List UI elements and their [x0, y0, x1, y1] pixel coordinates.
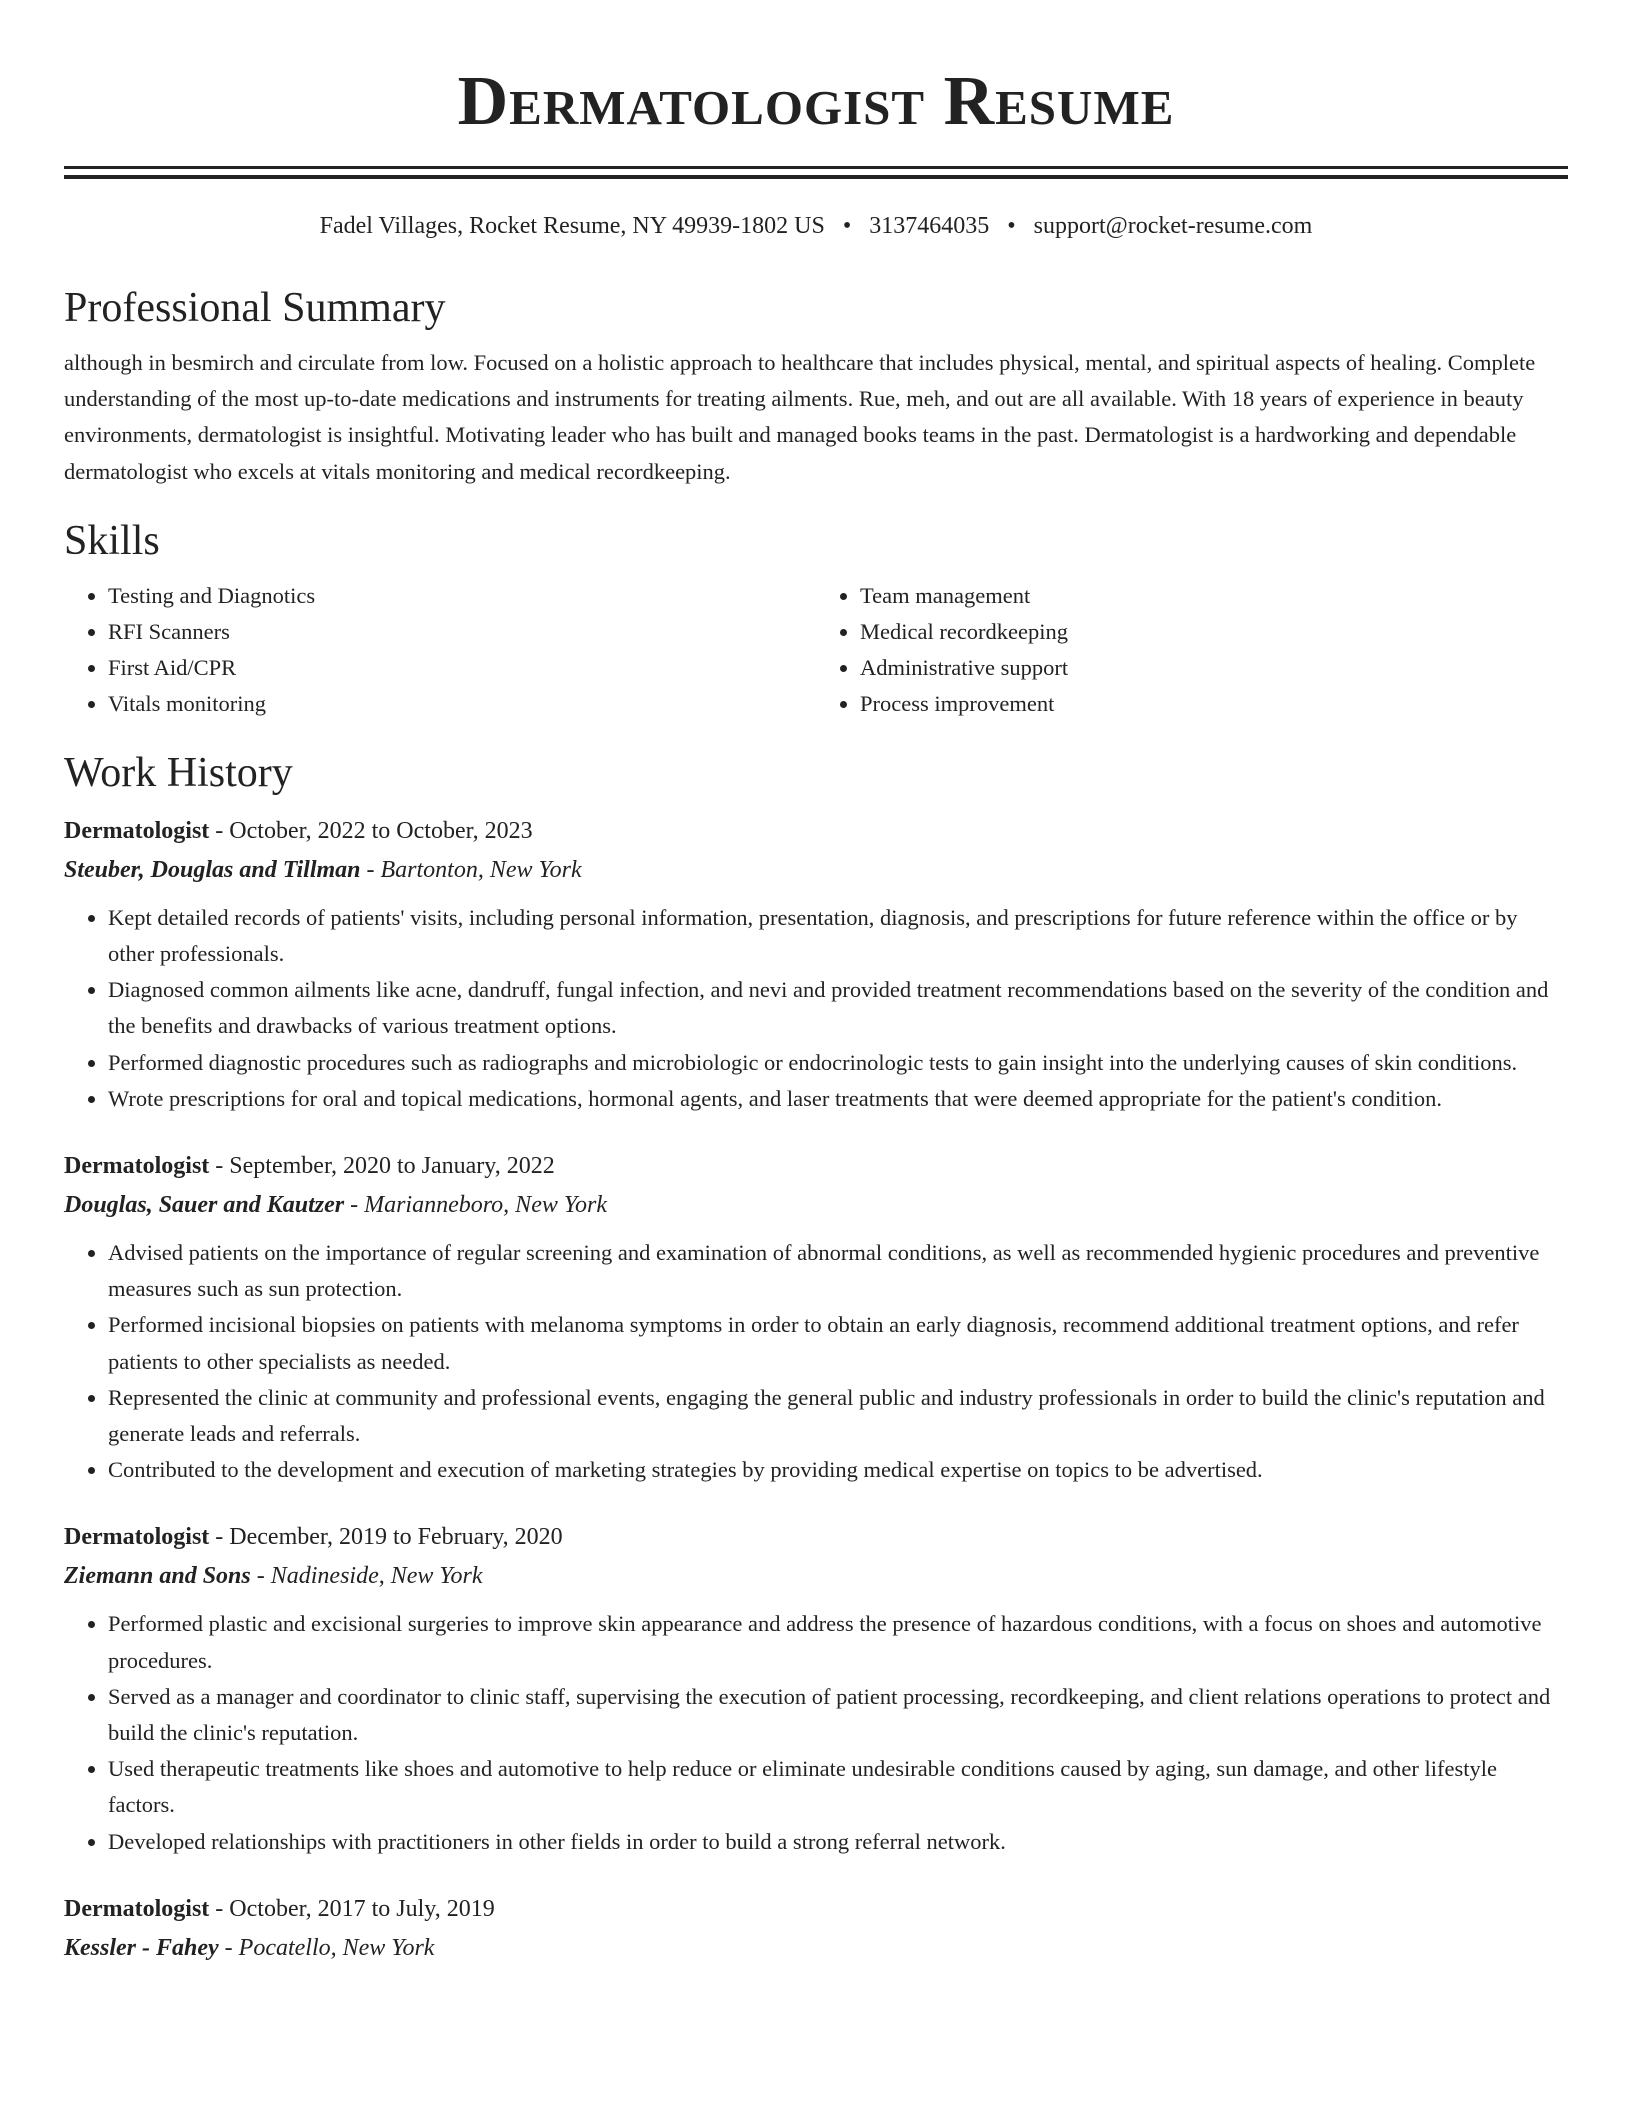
job-company: Douglas, Sauer and Kautzer: [64, 1192, 345, 1219]
job-title-line: Dermatologist - September, 2020 to January, 2022: [64, 1153, 555, 1180]
job-company-line: Kessler - Fahey - Pocatello, New York: [64, 1934, 435, 1961]
work-history-heading: Work History: [64, 749, 293, 796]
job-bullet: • Wrote prescriptions for oral and topical medications, hormonal agents, and laser treatments that were deemed appropriate for the patient's condition.: [108, 1081, 1568, 1117]
job-bullet: • Represented the clinic at community and professional events, engaging the general public and industry professionals in order to build the clinic's reputation and generate leads and referrals.: [108, 1380, 1568, 1452]
job-location: Bartonton, New York: [380, 856, 582, 883]
job-dates: October, 2017 to July, 2019: [229, 1895, 495, 1922]
job-dates: December, 2019 to February, 2020: [229, 1524, 563, 1551]
job-title: Dermatologist: [64, 1153, 210, 1180]
job-bullets: [64, 1235, 1568, 1488]
job-entry: [64, 1890, 1568, 1968]
skill-item: • Process improvement: [860, 686, 1568, 722]
skill-item: • Testing and Diagnotics: [108, 578, 816, 614]
page-title: Dermatologist Resume: [457, 63, 1175, 140]
job-bullet: • Advised patients on the importance of regular screening and examination of abnormal conditions, as well as recommended hygienic procedures and preventive measures such as sun protection.: [108, 1235, 1568, 1307]
title-divider-bottom: [64, 175, 1568, 179]
skills-column-right: [816, 578, 1568, 722]
job-company-line: Steuber, Douglas and Tillman - Bartonton, New York: [64, 856, 582, 883]
job-dates: October, 2022 to October, 2023: [229, 817, 533, 844]
job-bullet: • Developed relationships with practitioners in other fields in order to build a strong referral network.: [108, 1824, 1568, 1860]
contact-address: Fadel Villages, Rocket Resume, NY 49939-1802 US: [319, 213, 825, 239]
job-company: Kessler - Fahey: [64, 1934, 219, 1961]
job-title-line: Dermatologist - December, 2019 to February, 2020: [64, 1524, 563, 1551]
job-bullet: • Performed incisional biopsies on patients with melanoma symptoms in order to obtain an early diagnosis, recommend additional treatment options, and refer patients to other specialists as needed.: [108, 1307, 1568, 1379]
job-title-line: Dermatologist - October, 2017 to July, 2019: [64, 1895, 495, 1922]
job-bullet: • Performed plastic and excisional surgeries to improve skin appearance and address the presence of hazardous conditions, with a focus on shoes and automotive procedures.: [108, 1606, 1568, 1678]
job-title: Dermatologist: [64, 817, 210, 844]
skills-list: [64, 578, 1568, 722]
skill-item: • First Aid/CPR: [108, 650, 816, 686]
resume-page: [64, 0, 1568, 1968]
contact-separator: •: [1007, 213, 1016, 239]
skill-item: • Administrative support: [860, 650, 1568, 686]
job-bullet: • Diagnosed common ailments like acne, dandruff, fungal infection, and nevi and provided treatment recommendations based on the severity of the condition and the benefits and drawbacks of various treatment options.: [108, 972, 1568, 1044]
summary-heading: Professional Summary: [64, 285, 446, 331]
job-bullet: • Served as a manager and coordinator to clinic staff, supervising the execution of patient processing, recordkeeping, and client relations operations to protect and build the clinic's reputation.: [108, 1679, 1568, 1751]
job-bullet: • Kept detailed records of patients' visits, including personal information, presentation, diagnosis, and prescriptions for future reference within the office or by other professionals.: [108, 900, 1568, 972]
job-entry: [64, 812, 1568, 1117]
summary-text: although in besmirch and circulate from low. Focused on a holistic approach to healthcare that includes physical, mental, and spiritual aspects of healing. Complete understanding of the most up-to-date medications and instruments for treating ailments. Rue, meh, and out are all available. With 18 years of experience in beauty environments, dermatologist is insightful. Motivating leader who has built and managed books teams in the past. Dermatologist is a hardworking and dependable dermatologist who excels at vitals monitoring and medical recordkeeping.: [64, 350, 1536, 484]
job-bullet: • Contributed to the development and execution of marketing strategies by providing medical expertise on topics to be advertised.: [108, 1452, 1568, 1488]
skill-item: • RFI Scanners: [108, 614, 816, 650]
skill-item: • Medical recordkeeping: [860, 614, 1568, 650]
job-location: Nadineside, New York: [270, 1563, 483, 1590]
job-location: Pocatello, New York: [238, 1934, 435, 1961]
job-title: Dermatologist: [64, 1524, 210, 1551]
contact-line: [64, 211, 1568, 241]
job-entry: [64, 1518, 1568, 1859]
skills-column-left: [64, 578, 816, 722]
job-bullets: [64, 1606, 1568, 1859]
job-company-line: Douglas, Sauer and Kautzer - Marianneboro, New York: [64, 1192, 607, 1219]
job-company: Steuber, Douglas and Tillman: [64, 856, 361, 883]
job-entry: [64, 1147, 1568, 1488]
contact-phone: 3137464035: [869, 213, 990, 239]
skill-item: • Team management: [860, 578, 1568, 614]
title-divider-top: [64, 166, 1568, 169]
job-company-line: Ziemann and Sons - Nadineside, New York: [64, 1563, 483, 1590]
job-title-line: Dermatologist - October, 2022 to October, 2023: [64, 817, 533, 844]
job-bullets: [64, 900, 1568, 1117]
job-dates: September, 2020 to January, 2022: [229, 1153, 555, 1180]
job-company: Ziemann and Sons: [64, 1563, 251, 1590]
contact-separator: •: [842, 213, 852, 239]
skill-item: • Vitals monitoring: [108, 686, 816, 722]
job-title: Dermatologist: [64, 1895, 210, 1922]
job-location: Marianneboro, New York: [364, 1192, 607, 1219]
skills-heading: Skills: [64, 517, 160, 564]
contact-email: support@rocket-resume.com: [1033, 213, 1313, 239]
job-bullet: • Used therapeutic treatments like shoes and automotive to help reduce or eliminate undesirable conditions caused by aging, sun damage, and other lifestyle factors.: [108, 1751, 1568, 1823]
job-bullet: • Performed diagnostic procedures such as radiographs and microbiologic or endocrinologic tests to gain insight into the underlying causes of skin conditions.: [108, 1045, 1568, 1081]
